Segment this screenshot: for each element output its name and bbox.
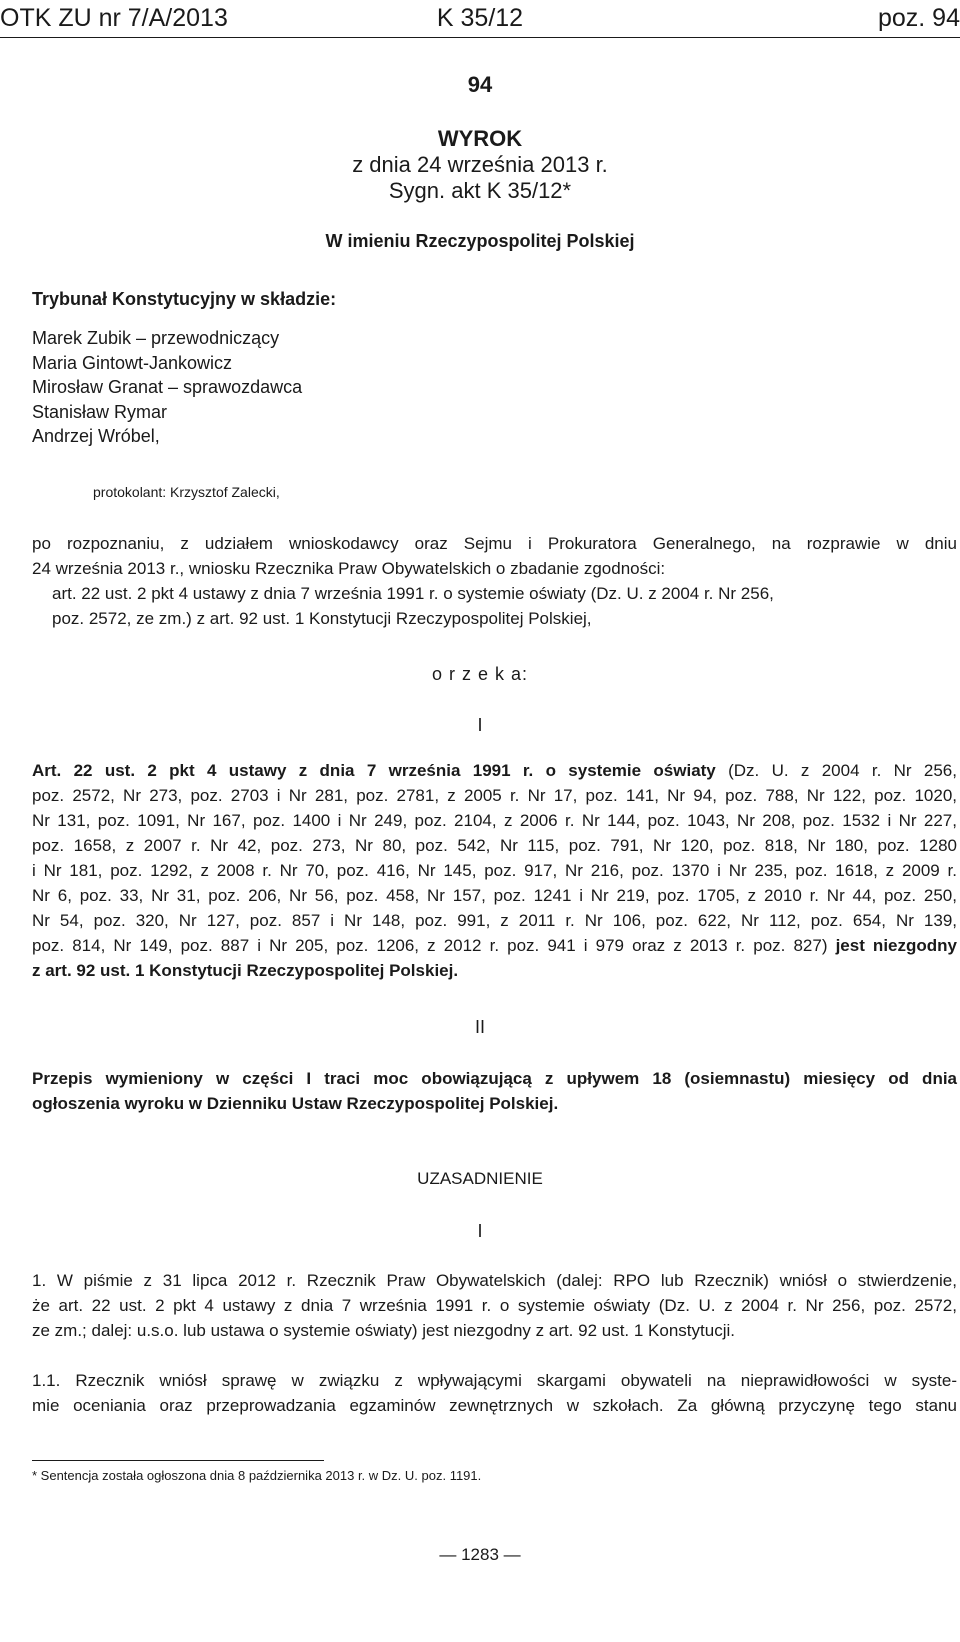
in-the-name-line: W imieniu Rzeczypospolitej Polskiej [325, 231, 635, 251]
bold-text: jest niezgodny [835, 936, 957, 955]
panel-member: Mirosław Granat – sprawozdawca [32, 377, 303, 397]
text-line [32, 933, 957, 958]
footnote-rule [32, 1460, 324, 1461]
document-title: WYROK [437, 126, 523, 151]
case-signature: K 35/12 [436, 4, 524, 32]
text-line: poz. 1658, z 2007 r. Nr 42, poz. 273, Nr 80, poz. 542, Nr 115, poz. 791, Nr 120, poz. 818, Nr 180, poz. 1280 [32, 836, 957, 855]
section-numeral: I [477, 1221, 483, 1241]
panel-heading: Trybunał Konstytucyjny w składzie: [32, 289, 337, 309]
text-line: po rozpoznaniu, z udziałem wnioskodawcy oraz Sejmu i Prokuratora Generalnego, na rozprawie w dniu [32, 534, 957, 553]
text-line: i Nr 181, poz. 1292, z 2008 r. Nr 70, poz. 416, Nr 145, poz. 917, Nr 216, poz. 1370 i Nr 235, poz. 1618, z 2009 r. [32, 861, 957, 880]
header-rule [0, 37, 960, 38]
plain-text: poz. 814, Nr 149, poz. 887 i Nr 205, poz. 1206, z 2012 r. poz. 941 i 979 oraz z 2013 r. poz. 827) [32, 936, 836, 955]
panel-member: Maria Gintowt-Jankowicz [32, 352, 233, 373]
text-line: Nr 6, poz. 33, Nr 31, poz. 206, Nr 56, poz. 458, Nr 157, poz. 1241 i Nr 219, poz. 1705, z 2010 r. Nr 44, poz. 250, [32, 886, 957, 905]
section-numeral: II [474, 1017, 485, 1037]
section-I-paragraph [32, 758, 957, 983]
section-II-paragraph [32, 1066, 957, 1116]
footnote: * Sentencja została ogłoszona dnia 8 października 2013 r. w Dz. U. poz. 1191. [32, 1468, 482, 1483]
page-number: — 1283 — [439, 1545, 521, 1564]
text-line: art. 22 ust. 2 pkt 4 ustawy z dnia 7 września 1991 r. o systemie oświaty (Dz. U. z 2004 r. Nr 256, [52, 584, 774, 603]
journal-reference: OTK ZU nr 7/A/2013 [0, 4, 228, 32]
text-line: Przepis wymieniony w części I traci moc obowiązującą z upływem 18 (osiemnastu) miesięcy od dnia [32, 1069, 957, 1088]
text-line: mie oceniania oraz przeprowadzania egzaminów zewnętrznych w szkołach. Za główną przyczynę tego stanu [32, 1396, 957, 1415]
ruling-number: 94 [467, 72, 493, 97]
text-line: poz. 2572, ze zm.) z art. 92 ust. 1 Konstytucji Rzeczypospolitej Polskiej, [52, 609, 592, 628]
ruling-label: o r z e k a: [431, 664, 529, 684]
text-line: ze zm.; dalej: u.s.o. lub ustawa o systemie oświaty) jest niezgodny z art. 92 ust. 1 Konstytucji. [32, 1321, 735, 1340]
text-line: Nr 131, poz. 1091, Nr 167, poz. 1400 i Nr 249, poz. 2104, z 2006 r. Nr 144, poz. 1043, Nr 208, poz. 1532 i Nr 227, [32, 811, 957, 830]
plain-text: (Dz. U. z 2004 r. Nr 256, [715, 761, 957, 780]
justification-paragraph [32, 1268, 957, 1343]
text-line: ogłoszenia wyroku w Dzienniku Ustaw Rzeczypospolitej Polskiej. [32, 1094, 559, 1113]
text-line: 1. W piśmie z 31 lipca 2012 r. Rzecznik Praw Obywatelskich (dalej: RPO lub Rzecznik) wniósł o stwierdzenie, [32, 1271, 957, 1290]
court-clerk: protokolant: Krzysztof Zalecki, [93, 484, 280, 500]
position-number: poz. 94 [877, 4, 960, 32]
text-line: poz. 2572, Nr 273, poz. 2703 i Nr 281, poz. 2781, z 2005 r. Nr 17, poz. 141, Nr 94, poz. 788, Nr 122, poz. 1020, [32, 786, 957, 805]
panel-member: Marek Zubik – przewodniczący [32, 328, 280, 348]
justification-title: UZASADNIENIE [417, 1169, 543, 1188]
text-line: z art. 92 ust. 1 Konstytucji Rzeczypospolitej Polskiej. [32, 961, 459, 980]
panel-member: Andrzej Wróbel, [32, 426, 160, 446]
text-line [32, 758, 957, 783]
panel-members-list [32, 326, 302, 449]
panel-member: Stanisław Rymar [32, 401, 168, 422]
case-reference: Sygn. akt K 35/12* [388, 178, 572, 203]
justification-paragraph [32, 1368, 957, 1418]
intro-paragraph [32, 531, 957, 631]
text-line: że art. 22 ust. 2 pkt 4 ustawy z dnia 7 września 1991 r. o systemie oświaty (Dz. U. z 2004 r. Nr 256, poz. 2572, [32, 1296, 957, 1315]
text-line: 1.1. Rzecznik wniósł sprawę w związku z wpływającymi skargami obywateli na nieprawidłowości w syste- [32, 1371, 957, 1390]
section-numeral: I [477, 715, 483, 735]
ruling-date: z dnia 24 września 2013 r. [352, 152, 608, 177]
text-line: Nr 54, poz. 320, Nr 127, poz. 857 i Nr 148, poz. 991, z 2011 r. Nr 106, poz. 622, Nr 112, poz. 654, Nr 139, [32, 911, 957, 930]
running-header [0, 0, 960, 40]
text-line: 24 września 2013 r., wniosku Rzecznika Praw Obywatelskich o zbadanie zgodności: [32, 559, 666, 578]
bold-text: Art. 22 ust. 2 pkt 4 ustawy z dnia 7 września 1991 r. o systemie oświaty [32, 761, 716, 780]
